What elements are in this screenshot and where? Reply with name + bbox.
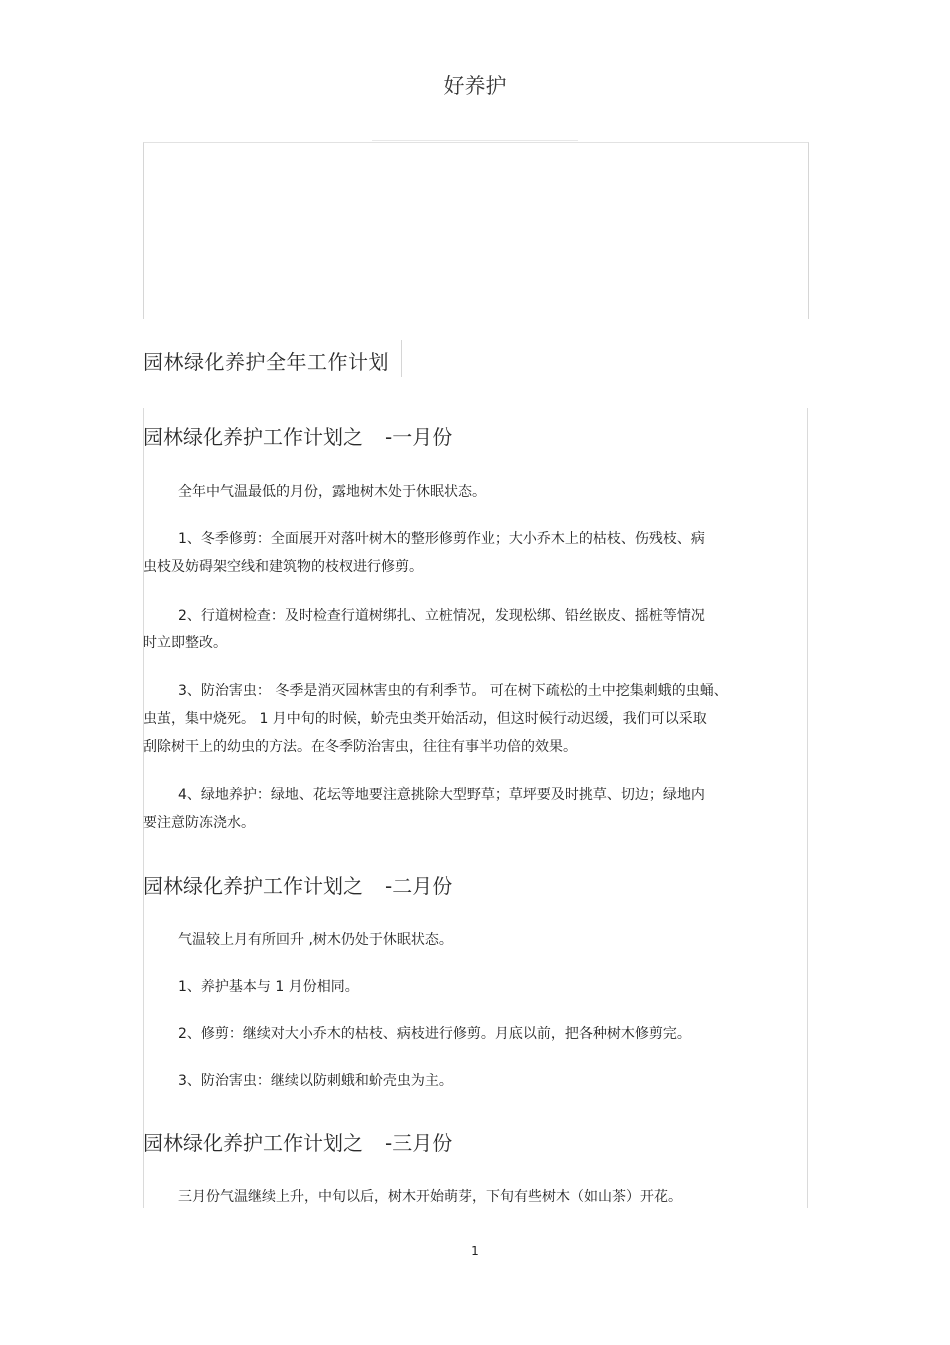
paragraph-line: 1、冬季修剪：全面展开对落叶树木的整形修剪作业；大小乔木上的枯枝、伤残枝、病 bbox=[178, 531, 705, 547]
paragraph-line: 三月份气温继续上升，中旬以后，树木开始萌芽，下旬有些树木（如山茶）开花。 bbox=[178, 1189, 682, 1205]
section-heading-february bbox=[143, 870, 452, 899]
paragraph-line: 2、行道树检查：及时检查行道树绑扎、立桩情况，发现松绑、铅丝嵌皮、摇桩等情况 bbox=[178, 608, 705, 624]
title-divider bbox=[401, 340, 402, 377]
paragraph-line: 刮除树干上的幼虫的方法。在冬季防治害虫，往往有事半功倍的效果。 bbox=[143, 739, 577, 755]
section-heading-prefix: 园林绿化养护工作计划之 bbox=[143, 1131, 363, 1155]
section-heading-march bbox=[143, 1127, 452, 1156]
paragraph-line: 1、养护基本与 1 月份相同。 bbox=[178, 979, 359, 995]
paragraph-line: 2、修剪：继续对大小乔木的枯枝、病枝进行修剪。月底以前，把各种树木修剪完。 bbox=[178, 1026, 691, 1042]
section-heading-prefix: 园林绿化养护工作计划之 bbox=[143, 874, 363, 898]
paragraph-line: 气温较上月有所回升 ,树木仍处于休眠状态。 bbox=[178, 932, 453, 948]
section-heading-month: -一月份 bbox=[385, 425, 453, 449]
paragraph-line: 时立即整改。 bbox=[143, 635, 227, 651]
paragraph-line: 3、防治害虫： 冬季是消灭园林害虫的有利季节。 可在树下疏松的土中挖集刺蛾的虫蛹、 bbox=[178, 683, 728, 699]
section-heading-month: -三月份 bbox=[385, 1131, 453, 1155]
paragraph-line: 虫枝及妨碍架空线和建筑物的枝杈进行修剪。 bbox=[143, 559, 423, 575]
section-heading-month: -二月份 bbox=[385, 874, 453, 898]
section-heading-prefix: 园林绿化养护工作计划之 bbox=[143, 425, 363, 449]
blank-image-frame-top-accent bbox=[372, 140, 578, 141]
paragraph-line: 4、绿地养护：绿地、花坛等地要注意挑除大型野草；草坪要及时挑草、切边；绿地内 bbox=[178, 787, 705, 803]
document-title: 园林绿化养护全年工作计划 bbox=[143, 350, 389, 374]
blank-image-frame bbox=[143, 142, 809, 319]
paragraph-line: 虫茧，集中烧死。 1 月中旬的时候，蚧壳虫类开始活动，但这时候行动迟缓，我们可以采取 bbox=[143, 711, 707, 727]
page-header-title: 好养护 bbox=[443, 74, 507, 98]
page-number: 1 bbox=[471, 1244, 479, 1258]
paragraph-line: 3、防治害虫：继续以防刺蛾和蚧壳虫为主。 bbox=[178, 1073, 453, 1089]
paragraph-line: 要注意防冻浇水。 bbox=[143, 815, 255, 831]
section-heading-january bbox=[143, 421, 452, 450]
paragraph-line: 全年中气温最低的月份，露地树木处于休眠状态。 bbox=[178, 484, 486, 500]
